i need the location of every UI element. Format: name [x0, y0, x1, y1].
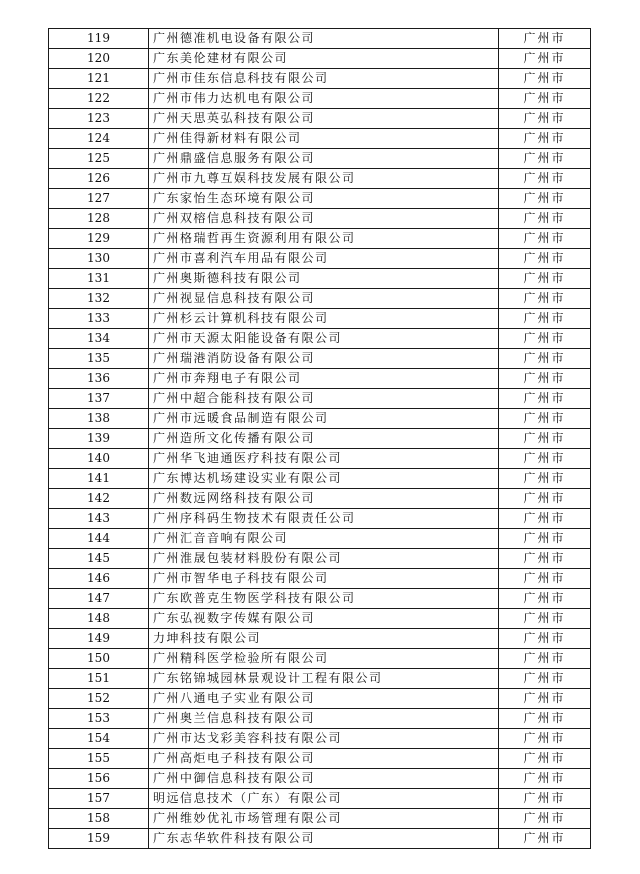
company-name-cell: 广州高炬电子科技有限公司	[149, 749, 499, 769]
city-cell: 广州市	[499, 529, 591, 549]
company-name-cell: 广州序科码生物技术有限责任公司	[149, 509, 499, 529]
row-number-cell: 120	[49, 49, 149, 69]
table-row	[49, 369, 591, 389]
row-number-cell: 144	[49, 529, 149, 549]
company-name-cell: 广州中超合能科技有限公司	[149, 389, 499, 409]
row-number-cell: 119	[49, 29, 149, 49]
company-name-cell: 广东志华软件科技有限公司	[149, 829, 499, 849]
row-number-cell: 125	[49, 149, 149, 169]
city-cell: 广州市	[499, 589, 591, 609]
company-name-cell: 广东弘视数字传媒有限公司	[149, 609, 499, 629]
row-number-cell: 151	[49, 669, 149, 689]
row-number-cell: 142	[49, 489, 149, 509]
city-cell: 广州市	[499, 49, 591, 69]
company-name-cell: 广州双榕信息科技有限公司	[149, 209, 499, 229]
row-number-cell: 157	[49, 789, 149, 809]
table-row	[49, 809, 591, 829]
city-cell: 广州市	[499, 809, 591, 829]
company-name-cell: 广州德准机电设备有限公司	[149, 29, 499, 49]
table-row	[49, 449, 591, 469]
company-name-cell: 广东铭锦城园林景观设计工程有限公司	[149, 669, 499, 689]
city-cell: 广州市	[499, 489, 591, 509]
company-name-cell: 广州造所文化传播有限公司	[149, 429, 499, 449]
row-number-cell: 145	[49, 549, 149, 569]
company-name-cell: 广州鼎盛信息服务有限公司	[149, 149, 499, 169]
row-number-cell: 123	[49, 109, 149, 129]
city-cell: 广州市	[499, 349, 591, 369]
row-number-cell: 146	[49, 569, 149, 589]
table-row	[49, 429, 591, 449]
row-number-cell: 143	[49, 509, 149, 529]
company-name-cell: 广东美伦建材有限公司	[149, 49, 499, 69]
city-cell: 广州市	[499, 309, 591, 329]
row-number-cell: 148	[49, 609, 149, 629]
table-row	[49, 829, 591, 849]
table-row	[49, 789, 591, 809]
table-row	[49, 269, 591, 289]
table-row	[49, 509, 591, 529]
row-number-cell: 124	[49, 129, 149, 149]
table-row	[49, 149, 591, 169]
city-cell: 广州市	[499, 729, 591, 749]
company-name-cell: 广东家怡生态环境有限公司	[149, 189, 499, 209]
company-name-cell: 广州数远网络科技有限公司	[149, 489, 499, 509]
city-cell: 广州市	[499, 69, 591, 89]
city-cell: 广州市	[499, 709, 591, 729]
row-number-cell: 150	[49, 649, 149, 669]
city-cell: 广州市	[499, 689, 591, 709]
city-cell: 广州市	[499, 749, 591, 769]
table-row	[49, 109, 591, 129]
row-number-cell: 126	[49, 169, 149, 189]
table-row	[49, 729, 591, 749]
row-number-cell: 132	[49, 289, 149, 309]
row-number-cell: 153	[49, 709, 149, 729]
company-name-cell: 广州淮晟包装材料股份有限公司	[149, 549, 499, 569]
row-number-cell: 129	[49, 229, 149, 249]
row-number-cell: 127	[49, 189, 149, 209]
company-name-cell: 广州市奔翔电子有限公司	[149, 369, 499, 389]
table-row	[49, 29, 591, 49]
table-row	[49, 469, 591, 489]
company-name-cell: 广州市伟力达机电有限公司	[149, 89, 499, 109]
table-row	[49, 569, 591, 589]
city-cell: 广州市	[499, 569, 591, 589]
company-name-cell: 广州市远暖食品制造有限公司	[149, 409, 499, 429]
company-name-cell: 广州佳得新材料有限公司	[149, 129, 499, 149]
company-name-cell: 广州市喜利汽车用品有限公司	[149, 249, 499, 269]
company-name-cell: 广东博达机场建设实业有限公司	[149, 469, 499, 489]
city-cell: 广州市	[499, 469, 591, 489]
table-row	[49, 409, 591, 429]
company-name-cell: 广州维妙优礼市场管理有限公司	[149, 809, 499, 829]
company-name-cell: 力坤科技有限公司	[149, 629, 499, 649]
city-cell: 广州市	[499, 149, 591, 169]
city-cell: 广州市	[499, 109, 591, 129]
table-row	[49, 649, 591, 669]
row-number-cell: 139	[49, 429, 149, 449]
row-number-cell: 137	[49, 389, 149, 409]
table-row	[49, 189, 591, 209]
company-name-cell: 广州天思英弘科技有限公司	[149, 109, 499, 129]
city-cell: 广州市	[499, 389, 591, 409]
row-number-cell: 154	[49, 729, 149, 749]
table-row	[49, 69, 591, 89]
row-number-cell: 138	[49, 409, 149, 429]
company-name-cell: 广州汇音音响有限公司	[149, 529, 499, 549]
table-row	[49, 389, 591, 409]
company-name-cell: 广州瑞港消防设备有限公司	[149, 349, 499, 369]
company-name-cell: 广州杉云计算机科技有限公司	[149, 309, 499, 329]
table-row	[49, 249, 591, 269]
company-name-cell: 广东欧普克生物医学科技有限公司	[149, 589, 499, 609]
city-cell: 广州市	[499, 29, 591, 49]
table-row	[49, 289, 591, 309]
company-name-cell: 明远信息技术（广东）有限公司	[149, 789, 499, 809]
city-cell: 广州市	[499, 629, 591, 649]
company-list-table	[48, 28, 591, 849]
table-row	[49, 549, 591, 569]
city-cell: 广州市	[499, 429, 591, 449]
table-row	[49, 689, 591, 709]
table-row	[49, 89, 591, 109]
table-row	[49, 609, 591, 629]
row-number-cell: 128	[49, 209, 149, 229]
company-name-cell: 广州格瑞哲再生资源利用有限公司	[149, 229, 499, 249]
city-cell: 广州市	[499, 649, 591, 669]
company-name-cell: 广州市九尊互娱科技发展有限公司	[149, 169, 499, 189]
city-cell: 广州市	[499, 789, 591, 809]
city-cell: 广州市	[499, 769, 591, 789]
table-row	[49, 749, 591, 769]
city-cell: 广州市	[499, 169, 591, 189]
table-row	[49, 169, 591, 189]
city-cell: 广州市	[499, 249, 591, 269]
company-name-cell: 广州华飞迪通医疗科技有限公司	[149, 449, 499, 469]
row-number-cell: 136	[49, 369, 149, 389]
table-row	[49, 769, 591, 789]
company-name-cell: 广州奥斯德科技有限公司	[149, 269, 499, 289]
city-cell: 广州市	[499, 209, 591, 229]
company-name-cell: 广州市智华电子科技有限公司	[149, 569, 499, 589]
row-number-cell: 152	[49, 689, 149, 709]
company-name-cell: 广州中御信息科技有限公司	[149, 769, 499, 789]
company-name-cell: 广州奥兰信息科技有限公司	[149, 709, 499, 729]
table-row	[49, 589, 591, 609]
table-row	[49, 209, 591, 229]
table-row	[49, 529, 591, 549]
company-name-cell: 广州视显信息科技有限公司	[149, 289, 499, 309]
table-body	[49, 29, 591, 849]
city-cell: 广州市	[499, 189, 591, 209]
city-cell: 广州市	[499, 449, 591, 469]
row-number-cell: 122	[49, 89, 149, 109]
table-row	[49, 309, 591, 329]
table-row	[49, 129, 591, 149]
row-number-cell: 130	[49, 249, 149, 269]
row-number-cell: 140	[49, 449, 149, 469]
row-number-cell: 141	[49, 469, 149, 489]
row-number-cell: 131	[49, 269, 149, 289]
city-cell: 广州市	[499, 669, 591, 689]
row-number-cell: 133	[49, 309, 149, 329]
city-cell: 广州市	[499, 229, 591, 249]
city-cell: 广州市	[499, 329, 591, 349]
row-number-cell: 147	[49, 589, 149, 609]
company-name-cell: 广州市达戈彩美容科技有限公司	[149, 729, 499, 749]
table-row	[49, 709, 591, 729]
city-cell: 广州市	[499, 549, 591, 569]
row-number-cell: 159	[49, 829, 149, 849]
company-name-cell: 广州八通电子实业有限公司	[149, 689, 499, 709]
city-cell: 广州市	[499, 269, 591, 289]
city-cell: 广州市	[499, 129, 591, 149]
row-number-cell: 135	[49, 349, 149, 369]
table-row	[49, 669, 591, 689]
row-number-cell: 156	[49, 769, 149, 789]
city-cell: 广州市	[499, 609, 591, 629]
row-number-cell: 158	[49, 809, 149, 829]
row-number-cell: 121	[49, 69, 149, 89]
table-row	[49, 329, 591, 349]
table-row	[49, 49, 591, 69]
city-cell: 广州市	[499, 509, 591, 529]
table-row	[49, 489, 591, 509]
company-name-cell: 广州精科医学检验所有限公司	[149, 649, 499, 669]
row-number-cell: 155	[49, 749, 149, 769]
city-cell: 广州市	[499, 369, 591, 389]
company-name-cell: 广州市佳东信息科技有限公司	[149, 69, 499, 89]
table-row	[49, 229, 591, 249]
table-row	[49, 349, 591, 369]
company-name-cell: 广州市天源太阳能设备有限公司	[149, 329, 499, 349]
table-row	[49, 629, 591, 649]
row-number-cell: 134	[49, 329, 149, 349]
city-cell: 广州市	[499, 89, 591, 109]
city-cell: 广州市	[499, 829, 591, 849]
city-cell: 广州市	[499, 409, 591, 429]
row-number-cell: 149	[49, 629, 149, 649]
city-cell: 广州市	[499, 289, 591, 309]
